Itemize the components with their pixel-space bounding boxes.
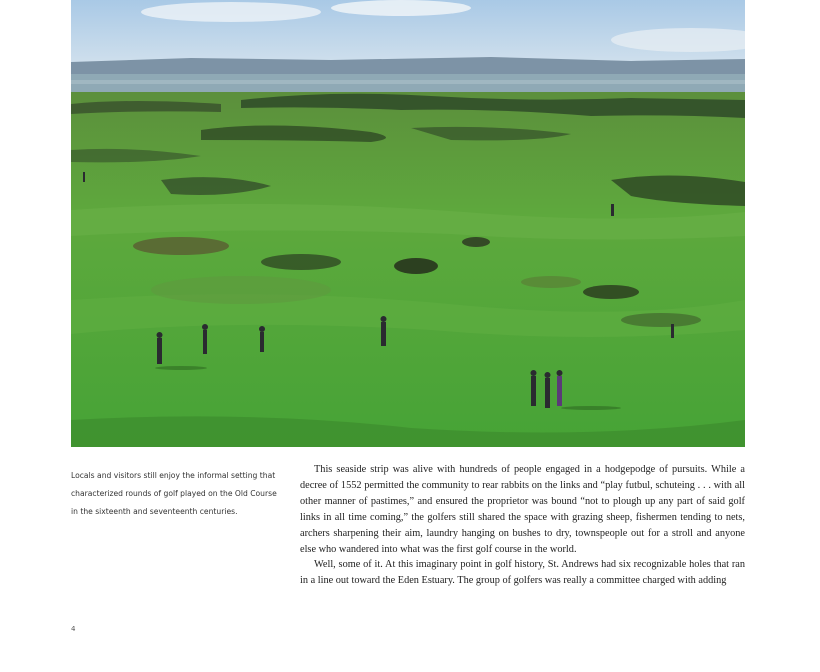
golf-course-photo	[71, 0, 745, 447]
page-number: 4	[71, 625, 76, 633]
body-text	[300, 462, 745, 589]
bunker	[133, 237, 229, 255]
photo-caption: Locals and visitors still enjoy the informal setting that characterized rounds of golf played on the Old Course in the sixteenth and seventeenth centuries.	[71, 471, 277, 516]
paragraph: This seaside strip was alive with hundreds of people engaged in a hodgepodge of pursuits. While a decree of 1552 permitted the community to rear rabbits on the links and “play futbul, schuteing . . . with all other manner of pastimes,” and ensured the proprietor was bound “not to plough up any part of said golf links in all time coming,” the golfers still shared the space with grazing sheep, fishermen tending to nets, archers sharpening their aim, laundry hanging on bushes to dry, townspeople out for a stroll and anyone else who wandered into what was the first golf course in the world.	[300, 464, 745, 555]
links-landscape-image	[71, 0, 745, 447]
paragraph: Well, some of it. At this imaginary point in golf history, St. Andrews had six recognizable holes that ran in a line out toward the Eden Estuary. The group of golfers was really a committee charged with adding	[300, 559, 745, 587]
